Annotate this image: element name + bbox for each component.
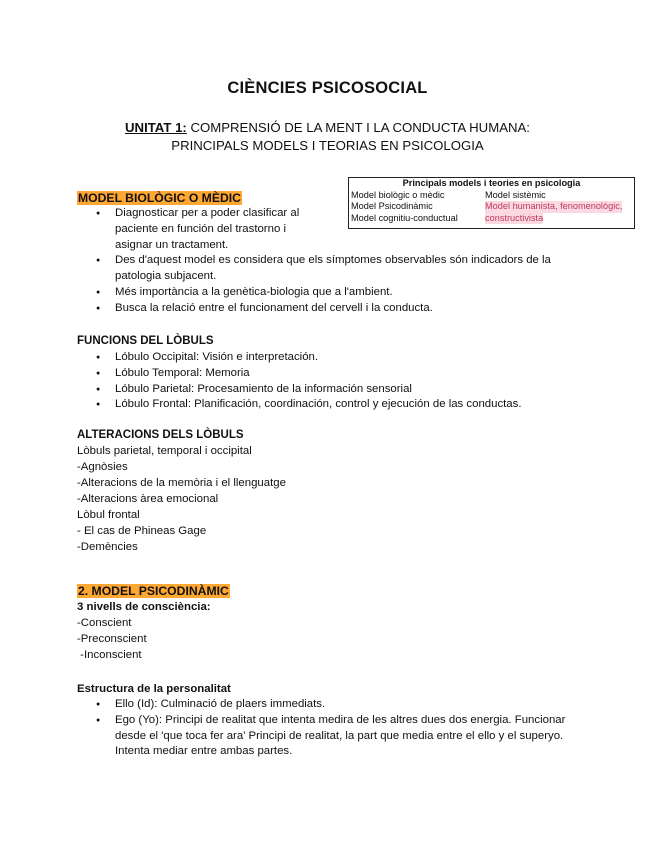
list-item: ● Lóbulo Parietal: Procesamiento de la información sensorial [77, 382, 587, 398]
list-item [77, 206, 587, 253]
text-line: Lòbuls parietal, temporal i occipital [77, 445, 252, 457]
text-line: -Conscient [77, 617, 132, 629]
text-line: -Demències [77, 541, 138, 553]
section-funcions [77, 334, 587, 413]
section-psicodinamic [77, 584, 587, 663]
page-title: CIÈNCIES PSICOSOCIAL [227, 79, 428, 97]
section-heading-alteracions: ALTERACIONS DELS LÒBULS [77, 429, 244, 441]
section-heading-psicodinamic: 2. MODEL PSICODINÀMIC [78, 584, 229, 598]
list-item: ● Ello (Id): Culminació de plaers immediats. [77, 697, 587, 713]
unit-subtitle [0, 119, 655, 155]
list-item: ● Lóbulo Temporal: Memoria [77, 366, 587, 382]
text-line: -Agnòsies [77, 461, 128, 473]
text-line: -Preconscient [77, 633, 147, 645]
text-line: -Inconscient [77, 649, 142, 661]
bullet-line: asignar un tractament. [115, 238, 229, 251]
bullet-line: paciente en función del trastorno i [115, 222, 286, 235]
subtitle-line-1 [0, 119, 655, 137]
subtitle-text-1: COMPRENSIÓ DE LA MENT I LA CONDUCTA HUMANA: [186, 120, 530, 135]
list-item: ● Ego (Yo): Principi de realitat que intenta medira de les altres dues dos energia. Funcionar desde el 'que toca fer ara' Principi de realitat, la part que media entre el ello y el superyo. Intenta mediar entre ambas partes. [77, 713, 587, 760]
funcions-bullets [77, 350, 587, 413]
models-cell: Model sistèmic [485, 189, 546, 200]
models-cell-highlighted: constructivista [485, 212, 544, 223]
models-cell: Model biològic o mèdic [351, 189, 445, 200]
unit-label: UNITAT 1: [125, 120, 187, 135]
models-table-heading: Principals models i teories en psicologia [402, 178, 581, 188]
text-line: - El cas de Phineas Gage [77, 525, 207, 537]
section-alteracions [77, 428, 587, 555]
section-biologic [77, 191, 587, 317]
section-heading-estructura: Estructura de la personalitat [77, 683, 231, 695]
list-item: ● Lóbulo Frontal: Planificación, coordinación, control y ejecución de las conductas. [77, 397, 587, 413]
text-line: Lòbul frontal [77, 509, 140, 521]
section-estructura [77, 681, 587, 760]
subheading-consciencia: 3 nivells de consciència: [77, 601, 211, 613]
list-item: ● Més importància a la genètica-biologia que a l'ambient. [77, 285, 587, 301]
biologic-bullets [77, 206, 587, 317]
text-line: -Alteracions àrea emocional [77, 493, 219, 505]
models-cell: Model Psicodinàmic [351, 201, 433, 211]
list-item: ● Lóbulo Occipital: Visión e interpretación. [77, 350, 587, 366]
bullet-line: ● Diagnosticar per a poder clasificar al [115, 207, 300, 219]
list-item: ● Des d'aquest model es considera que els símptomes observables són indicadors de la patologia subjacent. [77, 253, 587, 285]
models-cell-highlighted: Model humanista, fenomenològic, [485, 201, 623, 211]
estructura-bullets [77, 697, 587, 760]
section-heading-funcions: FUNCIONS DEL LÒBULS [77, 335, 214, 347]
list-item: ● Busca la relació entre el funcionament del cervell i la conducta. [77, 301, 587, 317]
text-line: -Alteracions de la memòria i el llenguatge [77, 477, 286, 489]
subtitle-line-2: PRINCIPALS MODELS I TEORIAS EN PSICOLOGIA [171, 138, 484, 153]
models-cell: Model cognitiu-conductual [351, 212, 458, 223]
section-heading-biologic: MODEL BIOLÒGIC O MÈDIC [78, 191, 241, 205]
